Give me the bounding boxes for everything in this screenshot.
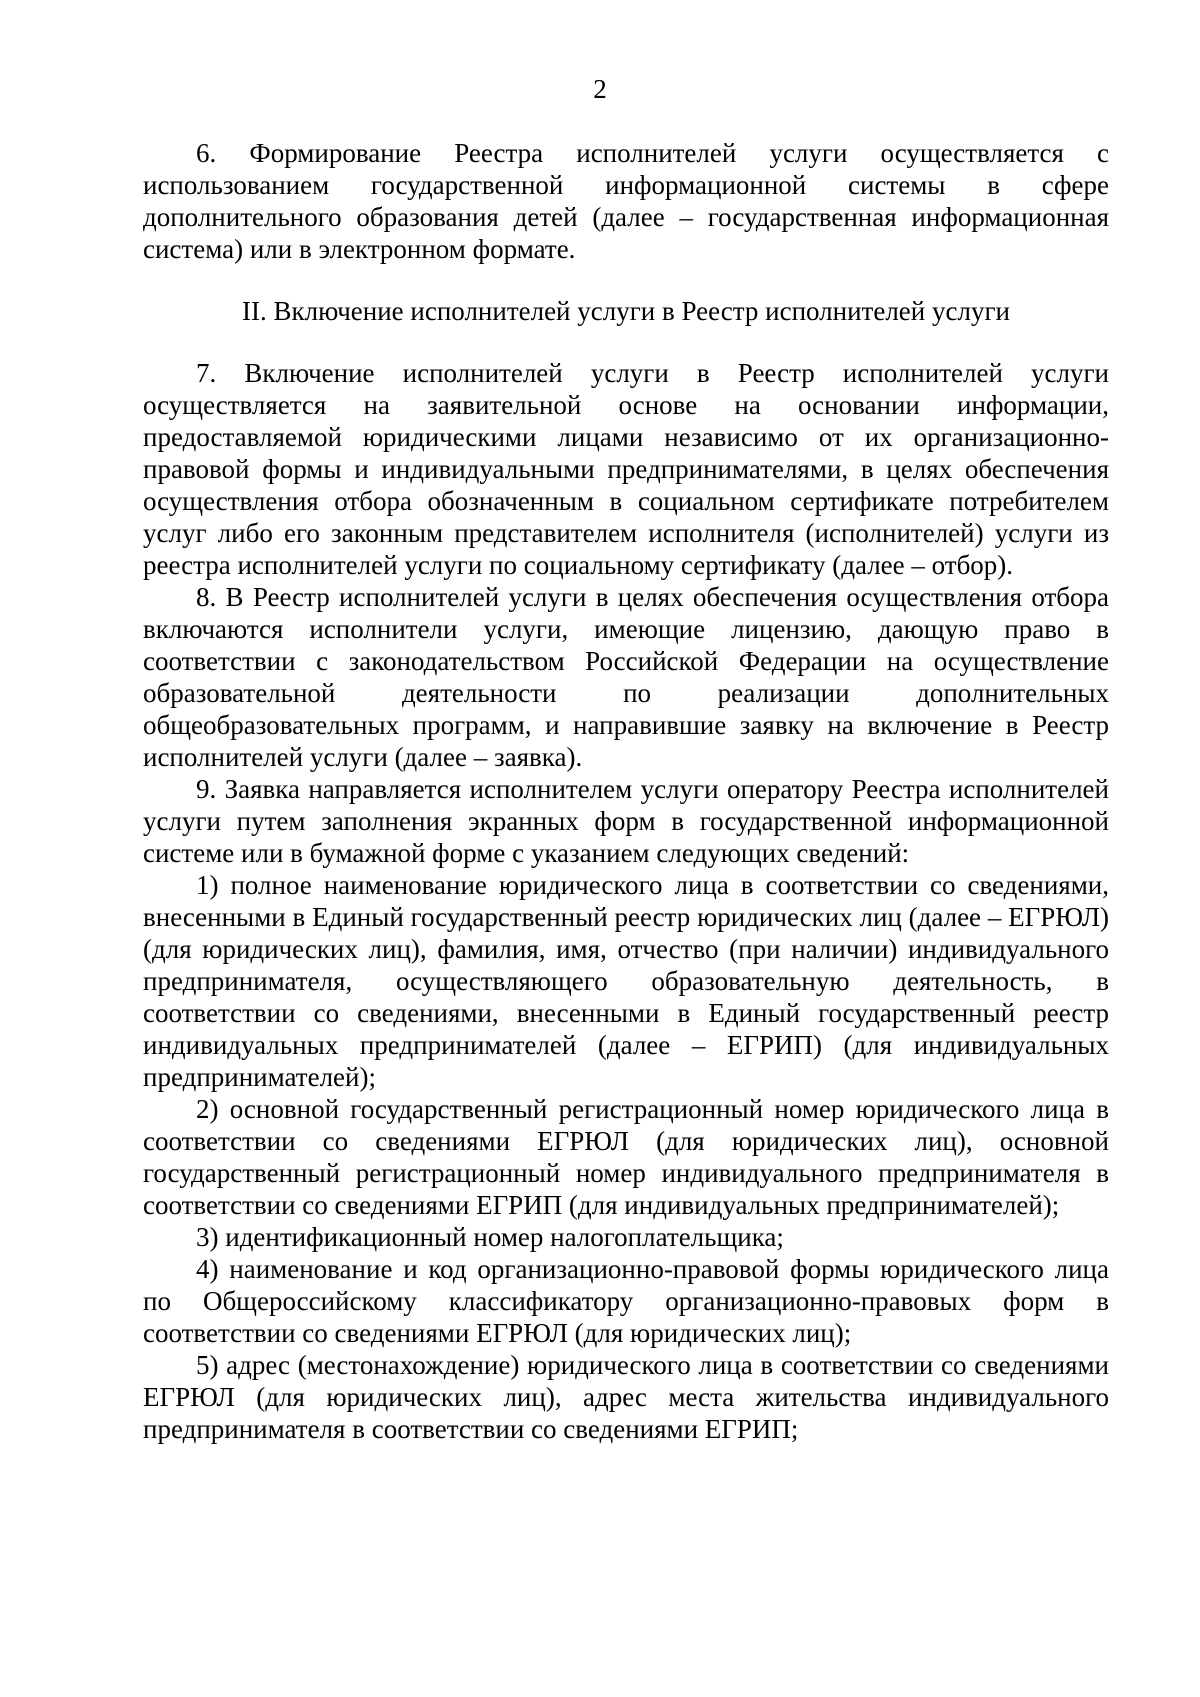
list-item-5: 5) адрес (местонахождение) юридического лица в соответствии со сведениями ЕГРЮЛ (для юридических лиц), адрес места жительства индивидуального предпринимателя в соответствии со сведениями ЕГРИП; xyxy=(143,1350,1109,1444)
paragraph-9: 9. Заявка направляется исполнителем услуги оператору Реестра исполнителей услуги путем заполнения экранных форм в государственной информационной системе или в бумажной форме с указанием следующих сведений: xyxy=(143,774,1109,868)
section-heading: II. Включение исполнителей услуги в Реестр исполнителей услуги xyxy=(242,296,1010,326)
paragraph-6: 6. Формирование Реестра исполнителей услуги осуществляется с использованием государственной информационной системы в сфере дополнительного образования детей (далее – государственная информационная система) или в электронном формате. xyxy=(143,138,1109,264)
document-body xyxy=(143,137,1109,1445)
list-item-2: 2) основной государственный регистрационный номер юридического лица в соответствии со сведениями ЕГРЮЛ (для юридических лиц), основной государственный регистрационный номер индивидуального предпринимателя в соответствии со сведениями ЕГРИП (для индивидуальных предпринимателей); xyxy=(143,1094,1109,1220)
list-item-3: 3) идентификационный номер налогоплательщика; xyxy=(196,1222,784,1252)
page-number: 2 xyxy=(593,74,607,104)
list-item-1: 1) полное наименование юридического лица в соответствии со сведениями, внесенными в Единый государственный реестр юридических лиц (далее – ЕГРЮЛ) (для юридических лиц), фамилия, имя, отчество (при наличии) индивидуального предпринимателя, осуществляющего образовательную деятельность, в соответствии со сведениями, внесенными в Единый государственный реестр индивидуальных предпринимателей (далее – ЕГРИП) (для индивидуальных предпринимателей); xyxy=(143,870,1109,1092)
paragraph-8: 8. В Реестр исполнителей услуги в целях обеспечения осуществления отбора включаются исполнители услуги, имеющие лицензию, дающую право в соответствии с законодательством Российской Федерации на осуществление образовательной деятельности по реализации дополнительных общеобразовательных программ, и направившие заявку на включение в Реестр исполнителей услуги (далее – заявка). xyxy=(143,582,1109,772)
paragraph-7: 7. Включение исполнителей услуги в Реестр исполнителей услуги осуществляется на заявительной основе на основании информации, предоставляемой юридическими лицами независимо от их организационно-правовой формы и индивидуальными предпринимателями, в целях обеспечения осуществления отбора обозначенным в социальном сертификате потребителем услуг либо его законным представителем исполнителя (исполнителей) услуги из реестра исполнителей услуги по социальному сертификату (далее – отбор). xyxy=(143,358,1109,580)
list-item-4: 4) наименование и код организационно-правовой формы юридического лица по Общероссийскому классификатору организационно-правовых форм в соответствии со сведениями ЕГРЮЛ (для юридических лиц); xyxy=(143,1254,1109,1348)
